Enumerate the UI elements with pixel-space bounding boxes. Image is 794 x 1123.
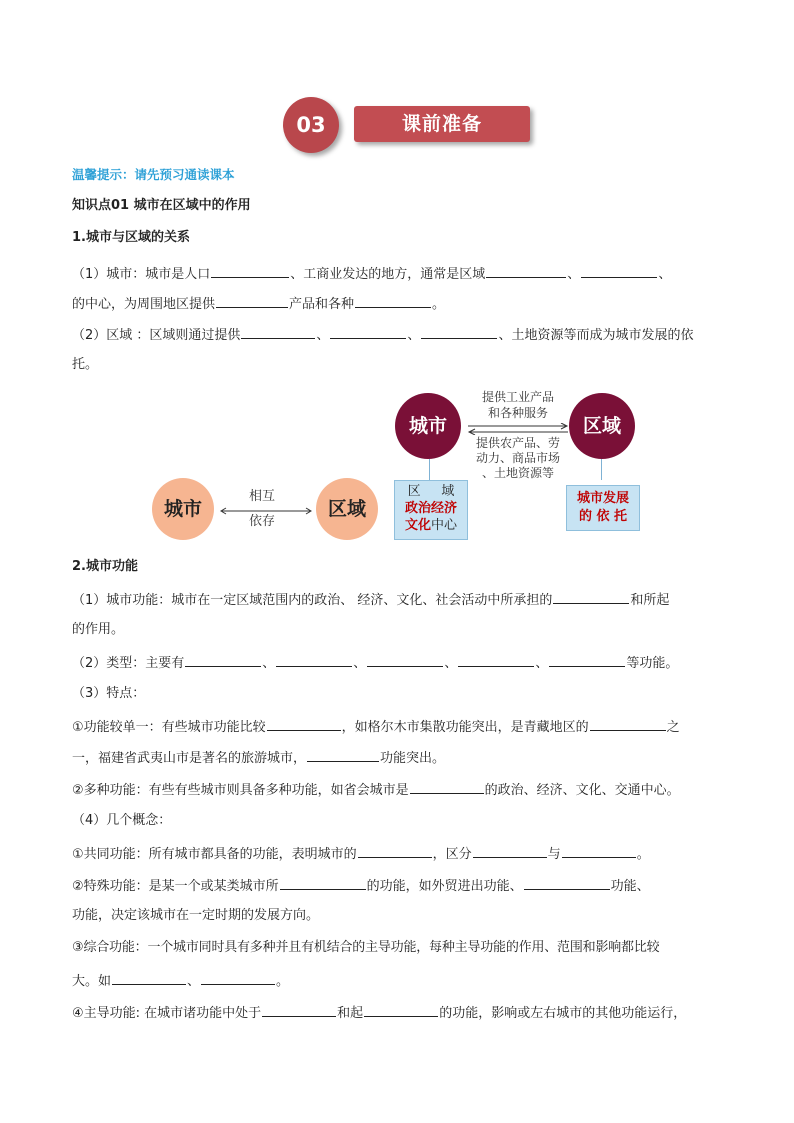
fill-blank[interactable] bbox=[458, 652, 534, 667]
fill-blank[interactable] bbox=[367, 652, 443, 667]
section1-heading: 1.城市与区域的关系 bbox=[72, 230, 190, 245]
box-right-line-2: 的 依 托 bbox=[578, 509, 628, 524]
city-support-box bbox=[566, 485, 640, 531]
banner-number: 03 bbox=[296, 113, 326, 137]
s2-line-12: ③综合功能：一个城市同时具有多种并且有机结合的主导功能，每种主导功能的作用、范围和影响都比较 bbox=[72, 940, 660, 955]
fill-blank[interactable] bbox=[276, 652, 352, 667]
fill-blank[interactable] bbox=[358, 843, 432, 858]
s2-line-6: 一，福建省武夷山市是著名的旅游城市， 功能突出。 bbox=[72, 747, 724, 769]
s2-line-13: 大。如 、 。 bbox=[72, 970, 724, 992]
s2-line-5: ①功能较单一：有些城市功能比较 ，如格尔木市集散功能突出，是青藏地区的 之 bbox=[72, 716, 724, 738]
banner-title: 课前准备 bbox=[401, 113, 482, 135]
reading-tip: 温馨提示：请先预习通读课本 bbox=[72, 167, 235, 182]
fill-blank[interactable] bbox=[355, 293, 431, 308]
fill-blank[interactable] bbox=[473, 843, 547, 858]
double-arrow-icon bbox=[466, 423, 570, 435]
fill-blank[interactable] bbox=[216, 293, 288, 308]
fill-blank[interactable] bbox=[553, 589, 629, 604]
fill-blank[interactable] bbox=[201, 970, 275, 985]
fill-blank[interactable] bbox=[267, 716, 341, 731]
right-region-circle: 区域 bbox=[569, 393, 635, 459]
fill-blank[interactable] bbox=[262, 1002, 336, 1017]
fill-blank[interactable] bbox=[280, 875, 366, 890]
s2-line-4: （3）特点： bbox=[72, 686, 146, 701]
fill-blank[interactable] bbox=[549, 652, 625, 667]
fill-blank[interactable] bbox=[421, 324, 497, 339]
s2-line-8: （4）几个概念： bbox=[72, 813, 172, 828]
fill-blank[interactable] bbox=[562, 843, 636, 858]
fill-blank[interactable] bbox=[112, 970, 186, 985]
fill-blank[interactable] bbox=[410, 779, 484, 794]
s2-line-1: （1）城市功能：城市在一定区域范围内的政治、 经济、文化、社会活动中所承担的 和所起 bbox=[72, 589, 724, 611]
fill-blank[interactable] bbox=[524, 875, 610, 890]
fill-blank[interactable] bbox=[307, 747, 379, 762]
box-right-line-1: 城市发展 bbox=[576, 491, 629, 506]
knowledge-point-title: 知识点01 城市在区域中的作用 bbox=[72, 198, 251, 213]
s1-line-4: 托。 bbox=[72, 357, 99, 372]
arrow-top-label-1: 提供工业产品 bbox=[481, 390, 554, 404]
fill-blank[interactable] bbox=[241, 324, 315, 339]
arrow-bottom-label-2: 动力、商品市场 bbox=[475, 451, 560, 465]
fill-blank[interactable] bbox=[330, 324, 406, 339]
arrow-bottom-label-3: 、土地资源等 bbox=[481, 466, 554, 480]
right-city-circle: 城市 bbox=[395, 393, 461, 459]
mutual-label-2: 依存 bbox=[248, 514, 275, 529]
s2-line-10: ②特殊功能：是某一个或某类城市所 的功能，如外贸进出功能、 功能、 bbox=[72, 875, 724, 897]
s1-line-3: （2）区域 ：区域则通过提供 、 、 、土地资源等而成为城市发展的依 bbox=[72, 324, 724, 346]
section2-heading: 2.城市功能 bbox=[72, 559, 138, 574]
s2-line-3: （2）类型：主要有 、 、 、 、 等功能。 bbox=[72, 652, 724, 674]
s2-line-7: ②多种功能：有些有些城市则具备多种功能，如省会城市是 的政治、经济、文化、交通中心。 bbox=[72, 779, 724, 801]
fill-blank[interactable] bbox=[590, 716, 666, 731]
fill-blank[interactable] bbox=[581, 263, 657, 278]
section-banner bbox=[283, 93, 543, 157]
s1-line-1: （1）城市：城市是人口 、工商业发达的地方，通常是区域 、 、 bbox=[72, 263, 724, 285]
connector-line bbox=[601, 459, 602, 480]
fill-blank[interactable] bbox=[486, 263, 566, 278]
left-city-circle: 城市 bbox=[152, 478, 214, 540]
connector-line bbox=[429, 459, 430, 480]
left-region-circle: 区域 bbox=[316, 478, 378, 540]
s2-line-9: ①共同功能：所有城市都具备的功能，表明城市的 ，区分 与 。 bbox=[72, 843, 724, 865]
region-center-box: 区 域 政治经济 文化中心 bbox=[394, 480, 468, 540]
s2-line-14: ④主导功能: 在城市诸功能中处于 和起 的功能，影响或左右城市的其他功能运行， bbox=[72, 1002, 724, 1024]
box-left-line-2: 政治经济 bbox=[404, 501, 457, 516]
s2-line-2: 的作用。 bbox=[72, 622, 125, 637]
arrow-top-label-2: 和各种服务 bbox=[487, 406, 548, 420]
arrow-bottom-label-1: 提供农产品、劳 bbox=[475, 436, 560, 450]
s2-line-11: 功能，决定该城市在一定时期的发展方向。 bbox=[72, 908, 320, 923]
fill-blank[interactable] bbox=[185, 652, 261, 667]
city-region-diagram bbox=[150, 383, 650, 548]
mutual-label-1: 相互 bbox=[248, 489, 275, 504]
fill-blank[interactable] bbox=[364, 1002, 438, 1017]
s1-line-2: 的中心，为周围地区提供 产品和各种 。 bbox=[72, 293, 724, 315]
fill-blank[interactable] bbox=[211, 263, 289, 278]
